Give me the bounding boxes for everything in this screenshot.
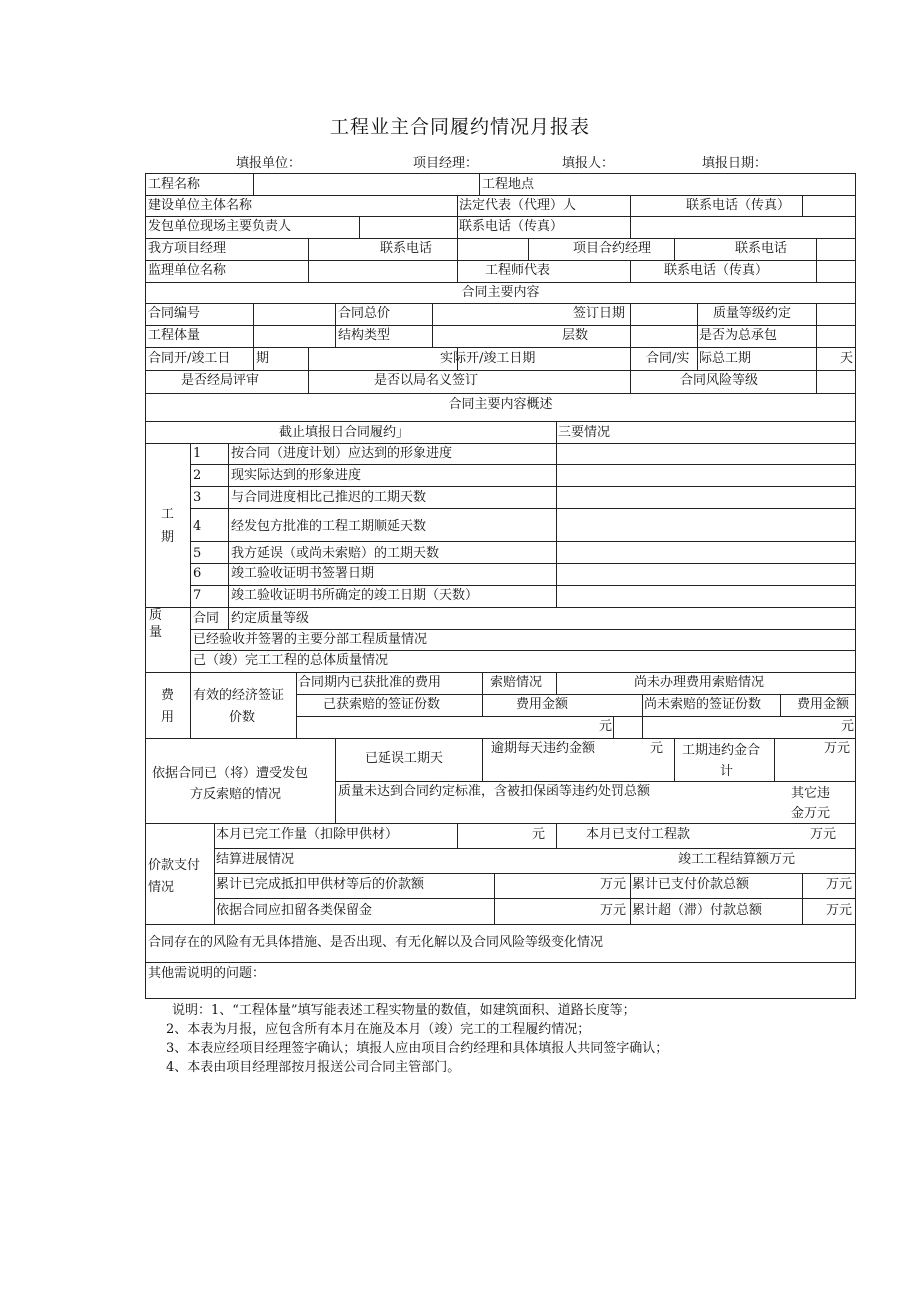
penalty-label-cont: 方反索赔的情况 xyxy=(190,787,282,802)
fees-group-label-2: 用 xyxy=(161,710,175,725)
yuan-unit-2: 元 xyxy=(841,719,855,734)
pending-claim-label: 尚未办理费用索赔情况 xyxy=(634,675,765,690)
phone-2-label: 联系电话 xyxy=(735,241,788,256)
yuan-unit-1: 元 xyxy=(599,719,613,734)
delayed-days-label: 已延误工期天 xyxy=(365,751,444,766)
wan-yuan-unit-2: 万元 xyxy=(810,827,837,842)
period-item-3: 与合同进度相比己推迟的工期天数 xyxy=(231,490,427,505)
header-filler-label: 填报人： xyxy=(562,156,615,171)
quality-item-2: 已经验收并签署的主要分部工程质量情况 xyxy=(193,632,428,647)
builder-label: 建设单位主体名称 xyxy=(148,198,253,213)
wan-yuan-unit-4: 万元 xyxy=(826,877,853,892)
header-manager-label: 项目经理： xyxy=(413,156,479,171)
other-issues-label: 其他需说明的问题： xyxy=(148,966,266,981)
contract-total-label: 合同总价 xyxy=(338,306,391,321)
header-unit-label: 填报单位： xyxy=(236,156,302,171)
performance-title: 截止填报日合同履约」 xyxy=(279,425,410,440)
got-count-label: 己获索赔的签证份数 xyxy=(323,697,441,712)
payment-label-cont: 情况 xyxy=(148,880,175,895)
quality-group-label-1: 质 xyxy=(149,608,163,623)
header-date-label: 填报日期： xyxy=(702,156,768,171)
contact-fax-label: 联系电话（传真） xyxy=(686,198,791,213)
risk-grade-label: 合同风险等级 xyxy=(680,373,759,388)
penalty-label: 依据合同已（将）遭受发包 xyxy=(152,766,309,781)
contract-number-label: 合同编号 xyxy=(148,306,201,321)
period-item-3-no: 3 xyxy=(193,490,202,505)
quality-item-3: 己（竣）完工工程的总体质量情况 xyxy=(193,653,389,668)
period-penalty-total-label-cont: 计 xyxy=(720,764,734,779)
note-2: 2、本表为月报，应包含所有本月在施及本月（竣）完工的工程履约情况； xyxy=(166,1022,591,1037)
phone-1-label: 联系电话 xyxy=(380,241,433,256)
period-item-5-no: 5 xyxy=(193,546,202,561)
general-contract-label: 是否为总承包 xyxy=(699,328,778,343)
period-item-2: 现实际达到的形象进度 xyxy=(231,468,362,483)
monthly-work-label: 本月已完工作量（扣除甲供材） xyxy=(216,827,399,842)
daily-penalty-label: 逾期每天违约金额 xyxy=(491,741,596,756)
claim-label: 索赔情况 xyxy=(490,675,543,690)
bureau-name-label: 是否以局名义签订 xyxy=(374,373,479,388)
period-item-4-no: 4 xyxy=(193,519,202,534)
volume-label: 工程体量 xyxy=(148,328,201,343)
start-end-label-cont: 期 xyxy=(256,351,270,366)
project-name-label: 工程名称 xyxy=(148,177,201,192)
quality-item-1-prefix: 合同 xyxy=(193,611,220,626)
wan-yuan-unit-6: 万元 xyxy=(826,903,853,918)
fee-amount-label: 费用金额 xyxy=(516,697,569,712)
retention-label: 依据合同应扣留各类保留金 xyxy=(216,903,373,918)
period-item-6-no: 6 xyxy=(193,566,202,581)
quality-group-label-2: 量 xyxy=(149,625,163,640)
period-item-4: 经发包方批准的工程工期顺延天数 xyxy=(231,519,427,534)
start-end-label: 合同开/竣工日 xyxy=(148,351,231,366)
payment-label: 价款支付 xyxy=(148,858,201,873)
period-item-7-no: 7 xyxy=(193,588,202,603)
wan-yuan-unit-5: 万元 xyxy=(600,903,627,918)
cumulative-done-label: 累计已完成抵扣甲供材等后的价款额 xyxy=(216,877,425,892)
yuan-unit-3: 元 xyxy=(650,741,664,756)
actual-start-end-label: 实际开/竣工日期 xyxy=(440,351,536,366)
valid-visa-label-cont: 价数 xyxy=(229,710,256,725)
period-item-1: 按合同（进度计划）应达到的形象进度 xyxy=(231,446,453,461)
legal-rep-label: 法定代表（代理）人 xyxy=(459,198,577,213)
structure-label: 结构类型 xyxy=(338,328,391,343)
fee-amount-2-label: 费用金额 xyxy=(797,697,850,712)
period-item-2-no: 2 xyxy=(193,468,202,483)
note-3: 3、本表应经项目经理签字确认；填报人应由项目合约经理和具体填报人共同签字确认； xyxy=(166,1041,669,1056)
note-4: 4、本表由项目经理部按月报送公司合同主管部门。 xyxy=(166,1060,461,1075)
note-1: 说明：1、“工程体量”填写能表述工程实物量的数值，如建筑面积、道路长度等； xyxy=(172,1003,636,1018)
contact-fax-3-label: 联系电话（传真） xyxy=(664,263,769,278)
supervisor-label: 监理单位名称 xyxy=(148,263,227,278)
period-item-1-no: 1 xyxy=(193,446,202,461)
performance-title-cont: 三要情况 xyxy=(558,425,611,440)
fees-group-label-1: 费 xyxy=(161,688,175,703)
period-penalty-total-label: 工期违约金合 xyxy=(682,743,761,758)
wan-yuan-unit-3: 万元 xyxy=(600,877,627,892)
risk-label: 合同存在的风险有无具体措施、是否出现、有无化解以及合同风险等级变化情况 xyxy=(148,935,604,950)
period-item-6: 竣工验收证明书签署日期 xyxy=(231,566,375,581)
our-pm-label: 我方项目经理 xyxy=(148,241,227,256)
other-penalty-label: 其它违 xyxy=(791,786,831,801)
period-item-7: 竣工验收证明书所确定的竣工日期（天数） xyxy=(231,588,479,603)
wan-yuan-unit-1: 万元 xyxy=(824,741,851,756)
bureau-review-label: 是否经局评审 xyxy=(181,373,260,388)
approved-fee-label: 合同期内已获批准的费用 xyxy=(298,675,442,690)
client-site-lead-label: 发包单位现场主要负责人 xyxy=(148,219,292,234)
period-group-label-2: 期 xyxy=(161,530,175,545)
final-settlement-label: 竣工工程结算额万元 xyxy=(678,852,796,867)
period-item-5: 我方延误（或尚未索赔）的工期天数 xyxy=(231,546,440,561)
settlement-label: 结算进展情况 xyxy=(216,852,295,867)
monthly-paid-label: 本月已支付工程款 xyxy=(586,827,691,842)
total-days-label-cont: 际总工期 xyxy=(699,351,752,366)
contract-section-title: 合同主要内容 xyxy=(461,285,540,300)
valid-visa-label: 有效的经济签证 xyxy=(193,688,285,703)
overpaid-label: 累计超（滞）付款总额 xyxy=(632,903,763,918)
project-location-label: 工程地点 xyxy=(482,177,535,192)
contract-summary-title: 合同主要内容概述 xyxy=(448,397,553,412)
days-unit: 天 xyxy=(840,351,854,366)
yuan-unit-4: 元 xyxy=(532,827,546,842)
cumulative-paid-label: 累计已支付价款总额 xyxy=(632,877,750,892)
total-days-label: 合同/实 xyxy=(646,351,690,366)
other-penalty-label-cont: 金万元 xyxy=(791,806,831,821)
quality-penalty-label: 质量未达到合同约定标准，含被扣保函等违约处罚总额 xyxy=(338,784,651,799)
quality-grade-label: 质量等级约定 xyxy=(713,306,792,321)
pending-count-label: 尚未索赔的签证份数 xyxy=(644,697,762,712)
quality-item-1: 约定质量等级 xyxy=(231,611,310,626)
sign-date-label: 签订日期 xyxy=(573,306,626,321)
engineer-rep-label: 工程师代表 xyxy=(485,263,551,278)
period-group-label-1: 工 xyxy=(161,507,175,522)
contract-manager-label: 项目合约经理 xyxy=(573,241,652,256)
page-title: 工程业主合同履约情况月报表 xyxy=(329,116,590,138)
contact-fax-2-label: 联系电话（传真） xyxy=(459,219,564,234)
floors-label: 层数 xyxy=(562,328,589,343)
